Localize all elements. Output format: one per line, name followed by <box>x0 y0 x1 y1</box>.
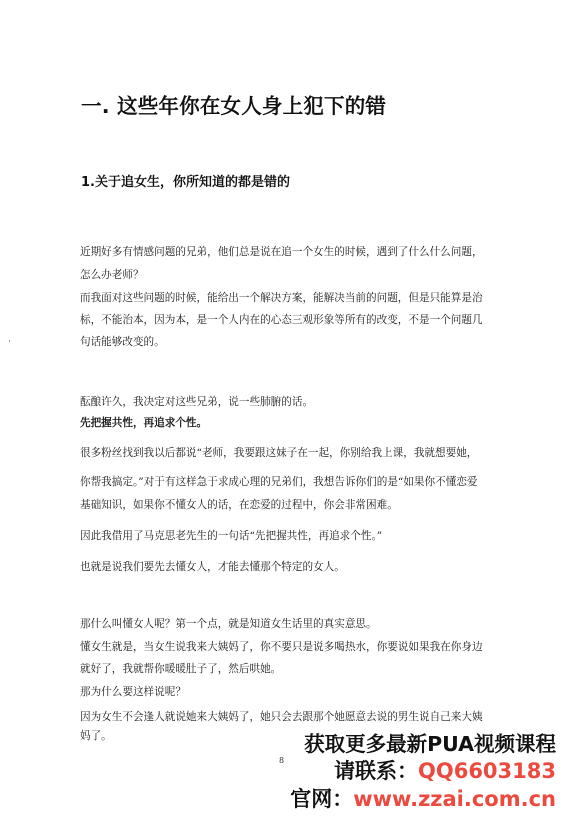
section-heading: 1.关于追女生，你所知道的都是错的 <box>81 175 290 190</box>
paragraph-line: 标，不能治本，因为本，是一个人内在的心态三观形象等所有的改变，不是一个问题几 <box>80 314 483 326</box>
paragraph-line: 那什么叫懂女人呢？第一个点，就是知道女生话里的真实意思。 <box>80 618 377 630</box>
paragraph-line: 就好了，我就帮你暖暖肚子了，然后哄她。 <box>80 663 282 675</box>
watermark-website-value: www.zzai.com.cn <box>353 787 556 811</box>
paragraph-line: 句话能够改变的。 <box>80 336 165 348</box>
emphasis-line: 先把握共性，再追求个性。 <box>80 417 208 429</box>
paragraph-line: 近期好多有情感问题的兄弟，他们总是说在追一个女生的时候，遇到了什么什么问题， <box>80 246 483 258</box>
page-number: 8 <box>279 756 285 765</box>
paragraph-line: 因此我借用了马克思老先生的一句话“先把握共性，再追求个性。” <box>80 530 383 542</box>
watermark-contact-value: QQ6603183 <box>418 759 556 783</box>
paragraph-line: 而我面对这些问题的时候，能给出一个解决方案，能解决当前的问题，但是只能算是治 <box>80 292 483 304</box>
watermark-contact-label: 请联系： <box>334 759 418 783</box>
paragraph-line: 怎么办老师？ <box>80 269 144 281</box>
paragraph-line: 基础知识，如果你不懂女人的话，在恋爱的过程中，你会非常困难。 <box>80 499 398 511</box>
chapter-heading: 一. 这些年你在女人身上犯下的错 <box>81 94 387 118</box>
paragraph-line: 懂女生就是，当女生说我来大姨妈了，你不要只是说多喝热水，你要说如果我在你身边 <box>80 641 483 653</box>
watermark-contact <box>334 761 556 782</box>
watermark-website-label: 官网： <box>290 787 354 811</box>
paragraph-line: 酝酿许久，我决定对这些兄弟，说一些肺腑的话。 <box>80 396 314 408</box>
paragraph-line: 那为什么要这样说呢？ <box>80 686 186 698</box>
paragraph-line: 因为女生不会逢人就说她来大姨妈了，她只会去跟那个她愿意去说的男生说自己来大姨 <box>80 711 483 723</box>
paragraph-line: 很多粉丝找到我以后都说“老师，我要跟这妹子在一起，你别给我上课，我就想要她， <box>80 447 478 459</box>
scan-mark <box>9 340 10 342</box>
paragraph-line: 你帮我搞定。”对于有这样急于求成心理的兄弟们，我想告诉你们的是“如果你不懂恋爱 <box>80 476 478 488</box>
paragraph-line: 妈了。 <box>80 730 112 742</box>
watermark-website <box>290 789 556 810</box>
paragraph-line: 也就是说我们要先去懂女人，才能去懂那个特定的女人。 <box>80 561 345 573</box>
watermark-line-1: 获取更多最新PUA视频课程 <box>304 732 556 756</box>
